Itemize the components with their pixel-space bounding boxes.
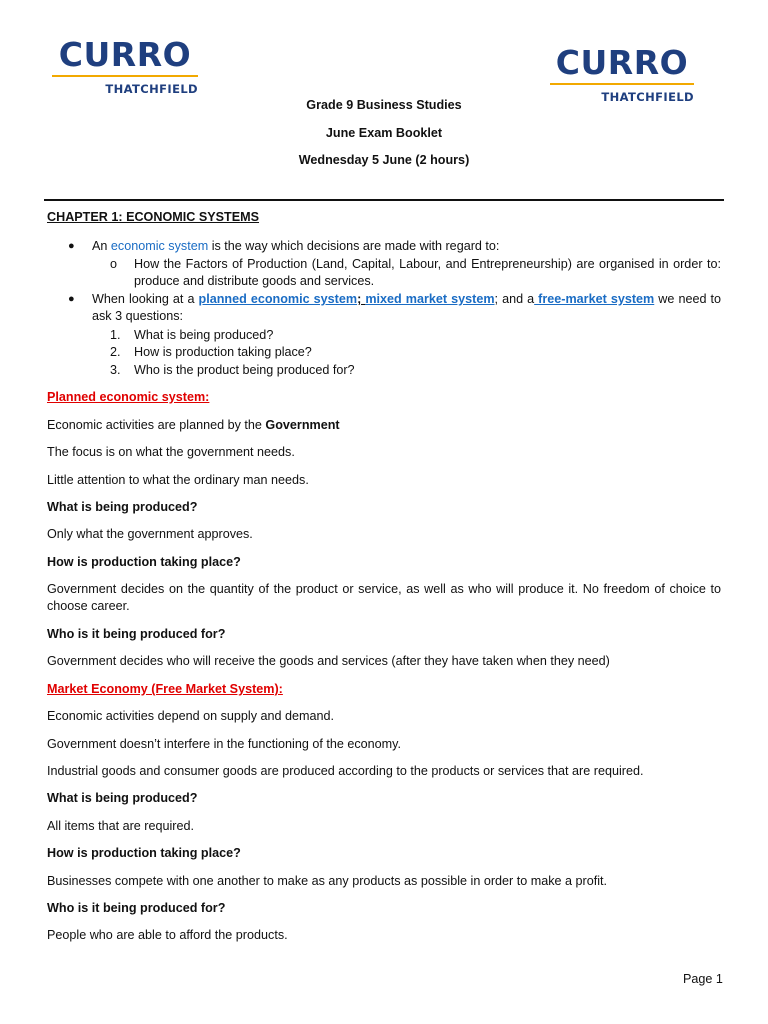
- planned-p2: The focus is on what the government needs.: [47, 445, 295, 459]
- curro-logo-left: [52, 35, 198, 98]
- text: When looking at a: [92, 292, 199, 306]
- sub-bullet-factors: How the Factors of Production (Land, Capital, Labour, and Entrepreneurship) are organised in order to: produce and distribute goods and services.: [134, 257, 721, 288]
- economic-system-link[interactable]: economic system: [110, 239, 209, 253]
- mixed-market-system-link[interactable]: mixed market system: [365, 292, 495, 306]
- logo-divider: [550, 83, 694, 85]
- logo-subtitle: THATCHFIELD: [105, 82, 198, 96]
- planned-q2: How is production taking place?: [47, 555, 241, 569]
- logo-word: CURRO: [555, 43, 689, 82]
- question-number: 2.: [110, 345, 121, 359]
- question-text: Who is the product being produced for?: [134, 363, 355, 377]
- planned-q1: What is being produced?: [47, 500, 198, 514]
- logo-word: CURRO: [58, 35, 192, 74]
- bullet-dot: ●: [68, 293, 75, 305]
- header-rule: [44, 199, 724, 201]
- logo-divider: [52, 75, 198, 77]
- chapter-title: CHAPTER 1: ECONOMIC SYSTEMS: [47, 210, 260, 224]
- text: ;: [357, 292, 366, 306]
- header-subject: Grade 9 Business Studies: [306, 98, 462, 112]
- bullet-dot: ●: [68, 240, 75, 252]
- page-number: Page 1: [683, 972, 723, 986]
- sub-bullet-marker: o: [110, 257, 118, 271]
- free-market-system-link[interactable]: free-market system: [534, 292, 655, 306]
- planned-p3: Little attention to what the ordinary man needs.: [47, 473, 309, 487]
- logo-subtitle: THATCHFIELD: [601, 90, 694, 104]
- text: is the way which decisions are made with regard to:: [208, 239, 500, 253]
- text: ; and a: [494, 292, 535, 306]
- market-a3: People who are able to afford the products.: [47, 928, 288, 942]
- planned-a1: Only what the government approves.: [47, 527, 253, 541]
- planned-heading: Planned economic system:: [47, 390, 210, 404]
- planned-p1: [47, 417, 721, 434]
- text: Economic activities are planned by the: [47, 418, 266, 432]
- market-q1: What is being produced?: [47, 791, 198, 805]
- question-number: 3.: [110, 363, 121, 377]
- text-bold: Government: [265, 418, 340, 432]
- question-text: How is production taking place?: [134, 345, 312, 359]
- bullet-economic-systems-list: [92, 291, 721, 325]
- planned-q3: Who is it being produced for?: [47, 627, 226, 641]
- question-number: 1.: [110, 328, 121, 342]
- market-heading: Market Economy (Free Market System):: [47, 682, 283, 696]
- text: An: [92, 239, 111, 253]
- text: we need to ask 3 questions:: [92, 292, 722, 323]
- header-booklet: June Exam Booklet: [325, 126, 443, 140]
- market-p1: Economic activities depend on supply and demand.: [47, 709, 335, 723]
- question-text: What is being produced?: [134, 328, 274, 342]
- market-a1: All items that are required.: [47, 819, 194, 833]
- bullet-economic-system: [92, 238, 722, 255]
- market-a2: Businesses compete with one another to make as any products as possible in order to make a profit.: [47, 874, 608, 888]
- planned-a2: Government decides on the quantity of the product or service, as well as who will produce it. No freedom of choice to choose career.: [47, 582, 721, 613]
- market-p3: Industrial goods and consumer goods are produced according to the products or services that are required.: [47, 764, 644, 778]
- market-q2: How is production taking place?: [47, 846, 241, 860]
- planned-a3: Government decides who will receive the goods and services (after they have taken when they need): [47, 654, 610, 668]
- market-q3: Who is it being produced for?: [47, 901, 226, 915]
- market-p2: Government doesn’t interfere in the functioning of the economy.: [47, 737, 401, 751]
- header-date: Wednesday 5 June (2 hours): [298, 153, 470, 167]
- planned-economic-system-link[interactable]: planned economic system: [198, 292, 358, 306]
